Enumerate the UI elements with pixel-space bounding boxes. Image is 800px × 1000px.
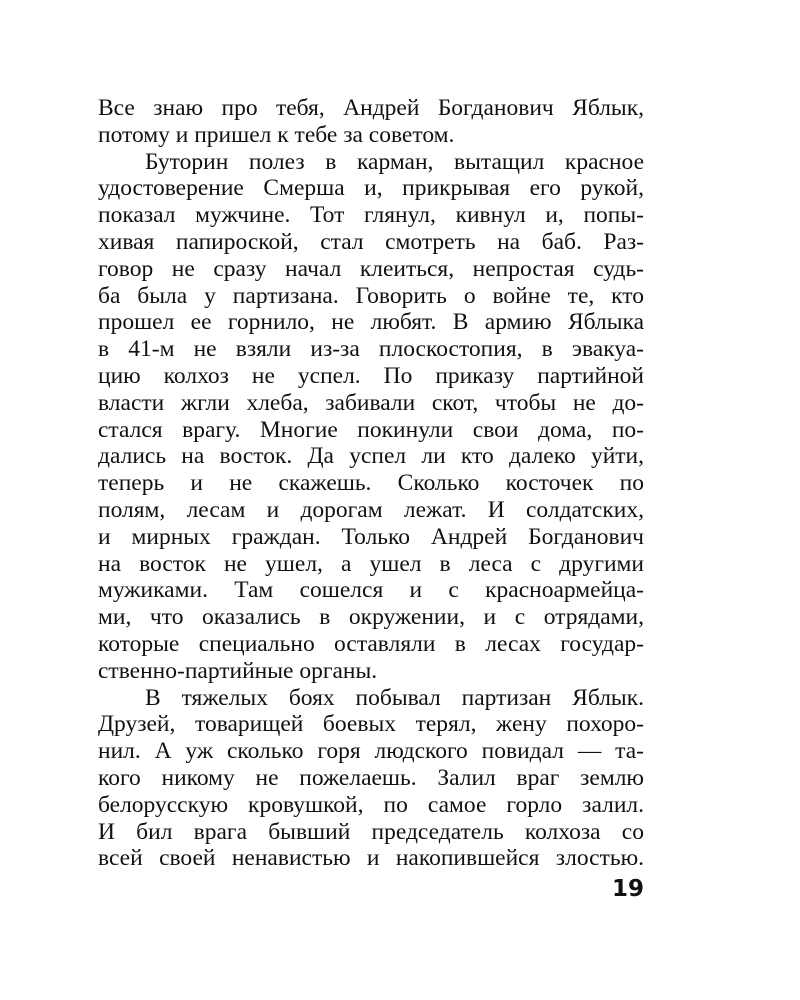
text-line: белорусскую кровушкой, по самое горло залил. (98, 791, 644, 818)
text-line: удостоверение Смерша и, прикрывая его рукой, (98, 175, 644, 202)
text-line: всей своей ненавистью и накопившейся злостью. (98, 845, 644, 872)
text-line: кого никому не пожелаешь. Залил враг землю (98, 764, 644, 791)
text-line: потому и пришел к тебе за советом. (98, 121, 455, 148)
text-line: стался врагу. Многие покинули свои дома, по- (98, 416, 644, 443)
text-line: говор не сразу начал клеиться, непростая судь- (98, 255, 644, 282)
text-line: на восток не ушел, а ушел в леса с другими (98, 550, 644, 577)
text-line: в 41-м не взяли из-за плоскостопия, в эвакуа- (98, 336, 644, 363)
text-line: И бил врага бывший председатель колхоза со (98, 818, 644, 845)
page-number: 19 (612, 876, 645, 902)
text-line: Все знаю про тебя, Андрей Богданович Яблык, (98, 95, 644, 121)
text-line: ба была у партизана. Говорить о войне те, кто (98, 282, 644, 309)
text-line: ственно-партийные органы. (98, 657, 378, 684)
text-line: показал мужчине. Тот глянул, кивнул и, попы- (98, 202, 644, 229)
text-line: дались на восток. Да успел ли кто далеко уйти, (98, 443, 644, 470)
body-text (98, 95, 644, 872)
text-line: Буторин полез в карман, вытащил красное (145, 148, 644, 175)
text-line: полям, лесам и дорогам лежат. И солдатских, (98, 496, 644, 523)
text-line: и мирных граждан. Только Андрей Богданович (98, 523, 644, 550)
text-line: прошел ее горнило, не любят. В армию Яблыка (98, 309, 644, 336)
text-line: теперь и не скажешь. Сколько косточек по (98, 470, 644, 497)
text-line: нил. А уж сколько горя людского повидал — та- (98, 738, 644, 765)
text-line: ми, что оказались в окружении, и с отрядами, (98, 604, 644, 631)
text-line: власти жгли хлеба, забивали скот, чтобы не до- (98, 389, 644, 416)
text-line: хивая папироской, стал смотреть на баб. Раз- (98, 228, 644, 255)
text-line: Друзей, товарищей боевых терял, жену похоро- (98, 711, 644, 738)
text-line: мужиками. Там сошелся и с красноармейца- (98, 577, 644, 604)
text-line: цию колхоз не успел. По приказу партийной (98, 362, 644, 389)
text-line: которые специально оставляли в лесах государ- (98, 630, 644, 657)
text-line: В тяжелых боях побывал партизан Яблык. (145, 684, 644, 711)
